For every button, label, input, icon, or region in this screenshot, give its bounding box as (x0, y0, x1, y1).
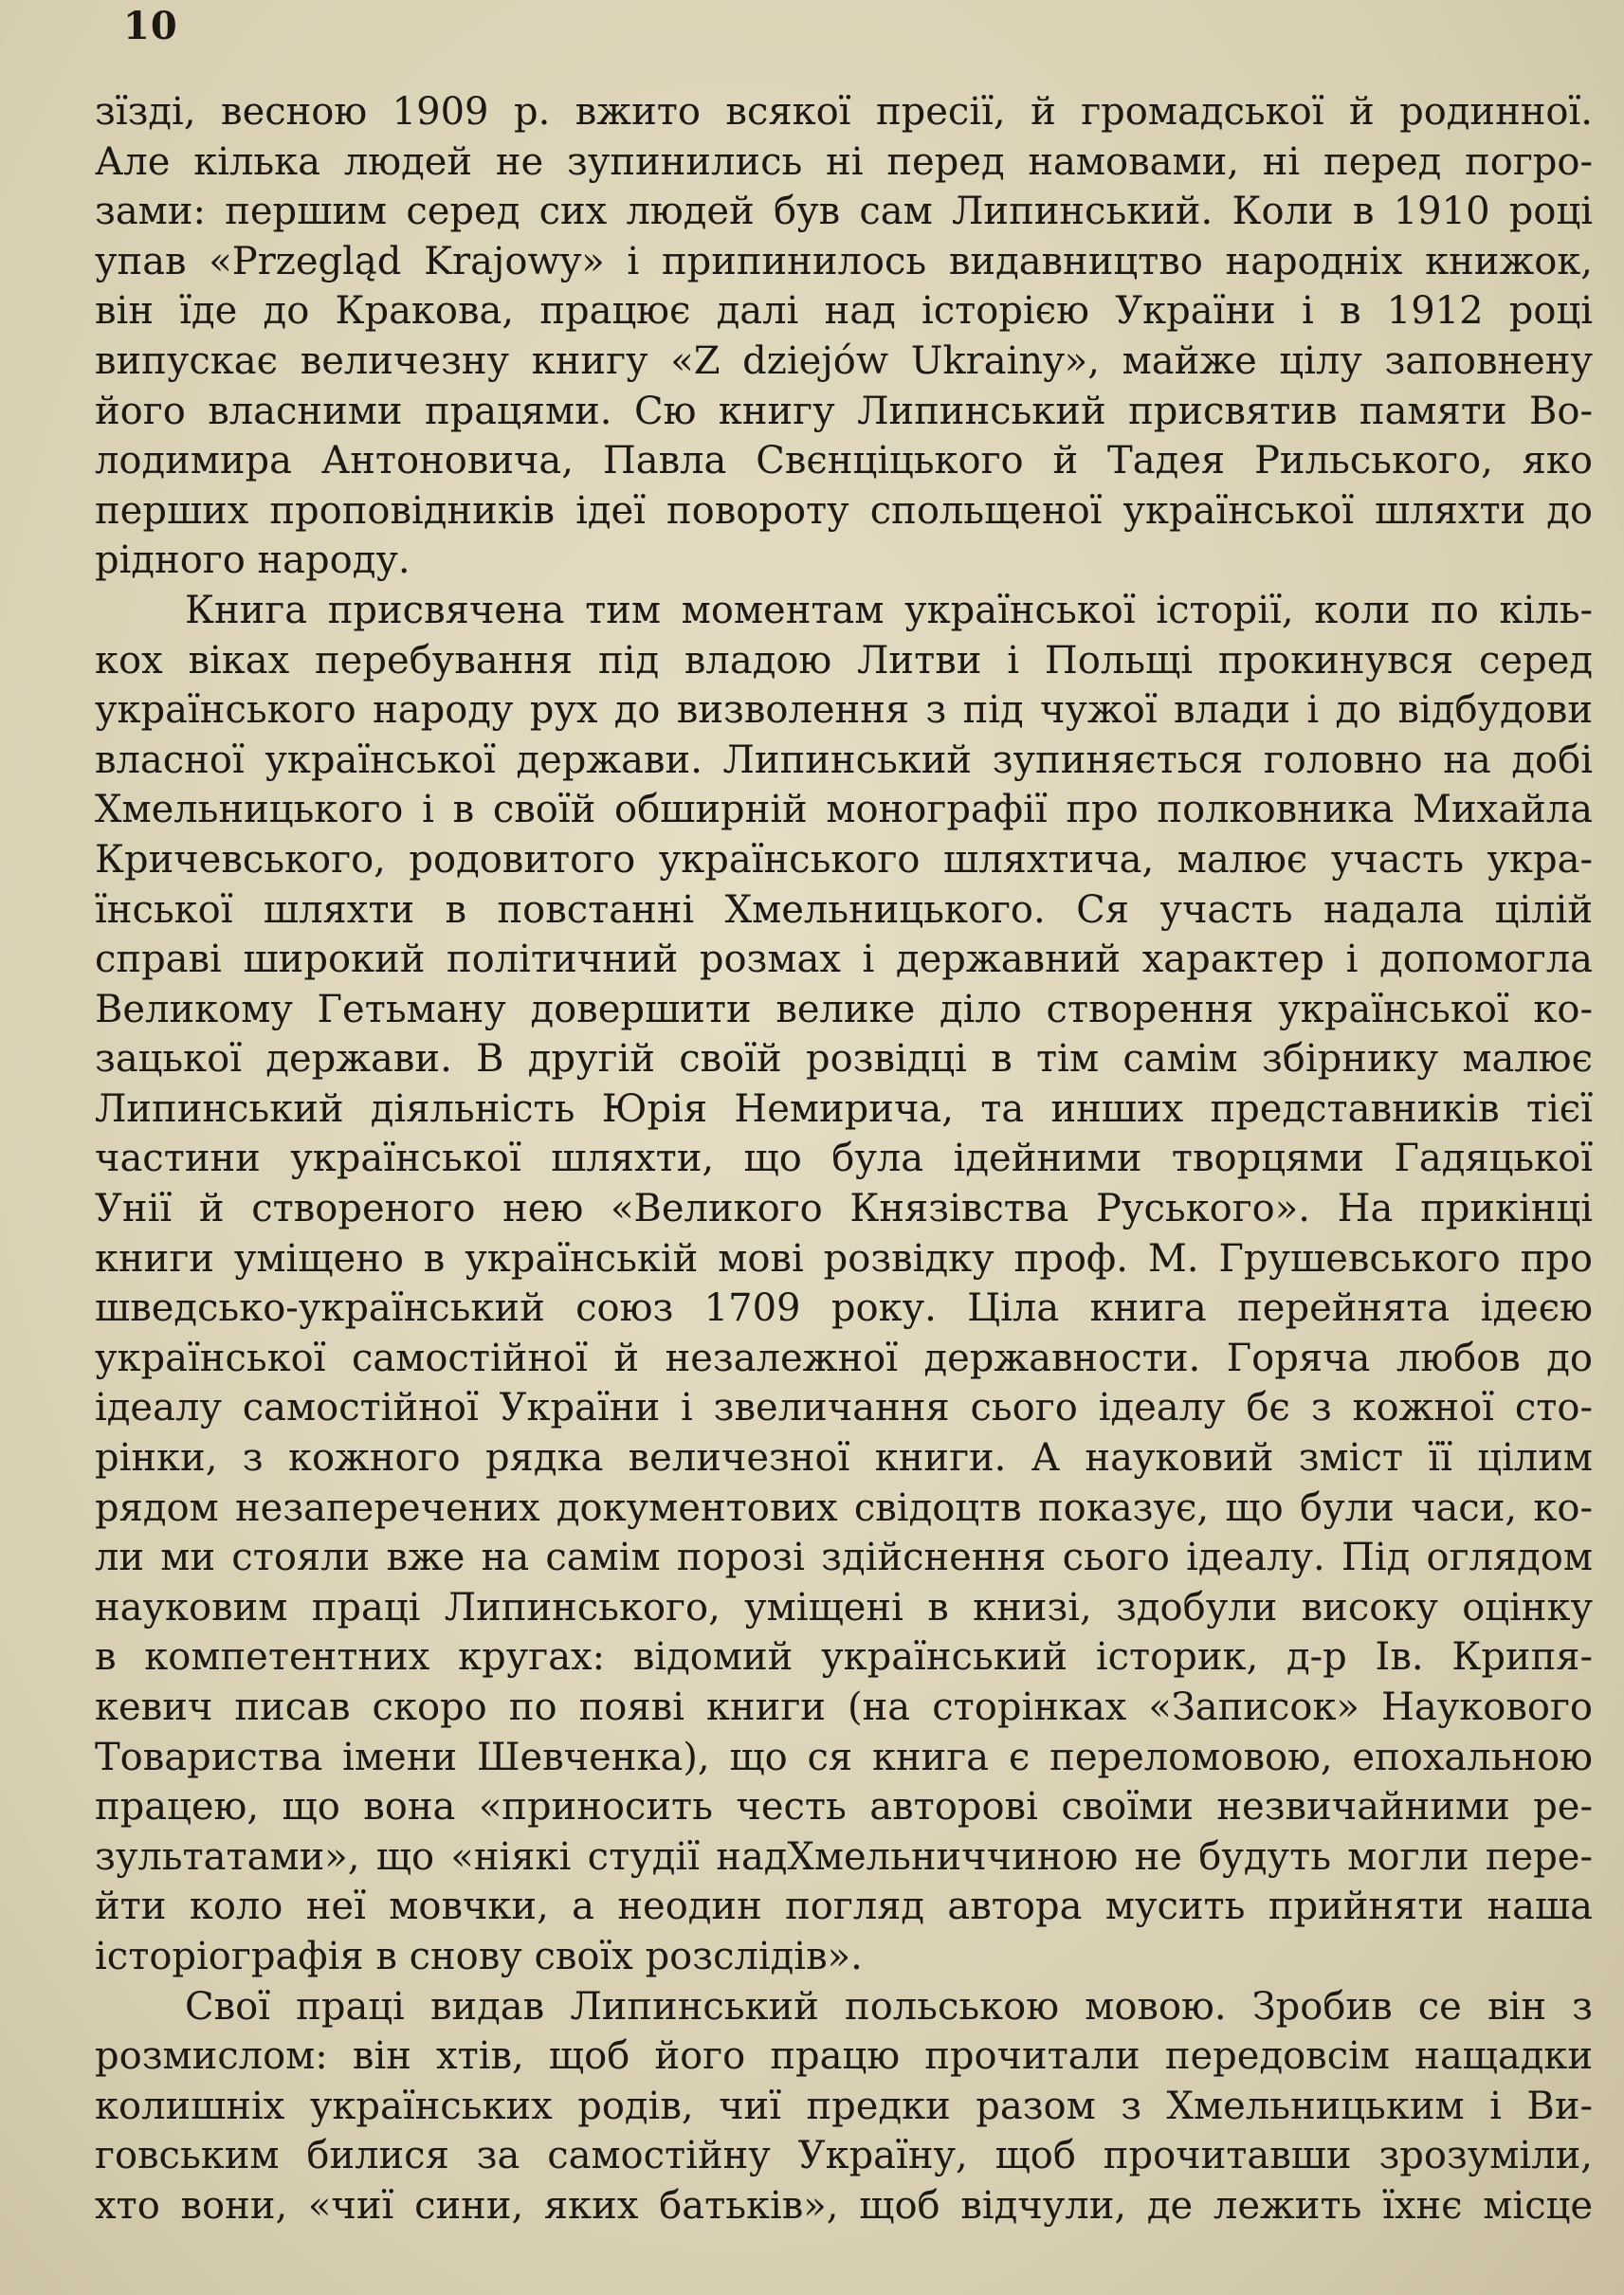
paragraph (95, 586, 1593, 1982)
text-line: шведсько-український союз 1709 року. Ціла книга перейнята ідеєю (95, 1286, 1593, 1331)
text-line: зїзді, весною 1909 р. вжито всякої пресії, й громадської й родинної. (95, 90, 1593, 134)
text-line: Кричевського, родовитого українського шляхтича, малює участь укра- (95, 837, 1593, 882)
paragraph (95, 87, 1593, 586)
text-line: зами: першим серед сих людей був сам Липинський. Коли в 1910 році (95, 190, 1593, 234)
text-line: упав «Przegląd Krajowy» і припинилось видавництво народніх книжок, (95, 239, 1593, 283)
text-line: в компетентних кругах: відомий український історик, д-р Ів. Крипя- (95, 1635, 1593, 1680)
text-line: Унії й створеного нею «Великого Князівства Руського». На прикінці (95, 1187, 1593, 1231)
text-line: йти коло неї мовчки, а неодин погляд автора мусить прийняти наша (95, 1885, 1593, 1929)
text-line: ли ми стояли вже на самім порозі здійснення сього ідеалу. Під оглядом (95, 1536, 1593, 1580)
text-line: Але кілька людей не зупинились ні перед намовами, ні перед погро- (95, 139, 1593, 184)
text-line: лодимира Антоновича, Павла Свєнціцького й Тадея Рильського, яко (95, 439, 1593, 483)
text-line: науковим праці Липинського, уміщені в книзі, здобули високу оцінку (95, 1585, 1593, 1630)
text-line: розмислом: він хтів, щоб його працю прочитали передовсім нащадки (95, 2034, 1593, 2079)
text-line: історіографія в снову своїх розслідів». (95, 1934, 863, 1978)
text-line: Товариства імени Шевченка), що ся книга є переломовою, епохальною (95, 1735, 1593, 1779)
text-line: частини української шляхти, що була ідейними творцями Гадяцької (95, 1137, 1593, 1181)
text-line: Липинський діяльність Юрія Немирича, та инших представників тієї (95, 1086, 1593, 1131)
text-line: зультатами», що «ніякі студії надХмельниччиною не будуть могли пере- (95, 1834, 1593, 1879)
text-line: говським билися за самостійну Україну, щоб прочитавши зрозуміли, (95, 2134, 1593, 2178)
text-line: українського народу рух до визволення з під чужої влади і до відбудови (95, 688, 1593, 733)
text-line: Свої праці видав Липинський польською мовою. Зробив се він з (185, 1984, 1593, 2029)
text-line: Хмельницького і в своїй обширній монографії про полковника Михайла (95, 788, 1593, 832)
text-line: Книга присвячена тим моментам української історії, коли по кіль- (185, 588, 1593, 632)
text-line: рідного народу. (95, 538, 411, 583)
text-line: його власними працями. Сю книгу Липинський присвятив памяти Во- (95, 389, 1593, 433)
text-line: колишніх українських родів, чиї предки разом з Хмельницьким і Ви- (95, 2084, 1593, 2128)
text-line: української самостійної й незалежної державности. Горяча любов до (95, 1336, 1593, 1380)
text-line: працею, що вона «приносить честь авторові своїми незвичайними ре- (95, 1785, 1593, 1830)
text-line: кох віках перебування під владою Литви і Польщі прокинувся серед (95, 638, 1593, 683)
text-line: книги уміщено в українській мові розвідку проф. М. Грушевського про (95, 1236, 1593, 1281)
text-line: ідеалу самостійної України і звеличання сього ідеалу бє з кожної сто- (95, 1386, 1593, 1430)
page-number: 10 (123, 4, 178, 48)
paragraph (95, 1982, 1593, 2231)
text-line: Великому Гетьману довершити велике діло створення української ко- (95, 987, 1593, 1031)
text-line: перших проповідників ідеї повороту спольщеної української шляхти до (95, 488, 1593, 533)
text-line: рінки, з кожного рядка величезної книги. А науковий зміст її цілим (95, 1436, 1593, 1481)
text-line: власної української держави. Липинський зупиняється головно на добі (95, 738, 1593, 782)
text-line: зацької держави. В другій своїй розвідці в тім самім збірнику малює (95, 1037, 1593, 1082)
text-line: рядом незаперечених документових свідоцтв показує, що були часи, ко- (95, 1485, 1593, 1530)
text-line: він їде до Кракова, працює далі над історією України і в 1912 році (95, 289, 1593, 334)
text-line: випускає величезну книгу «Z dziejów Ukrainy», майже цілу заповнену (95, 338, 1593, 383)
text-line: кевич писав скоро по появі книги (на сторінках «Записок» Наукового (95, 1685, 1593, 1729)
text-line: хто вони, «чиї сини, яких батьків», щоб відчули, де лежить їхнє місце (95, 2183, 1593, 2228)
text-line: справі широкий політичний розмах і державний характер і допомогла (95, 938, 1593, 982)
text-line: їнської шляхти в повстанні Хмельницького. Ся участь надала цілій (95, 887, 1593, 932)
body-text (95, 87, 1593, 2231)
